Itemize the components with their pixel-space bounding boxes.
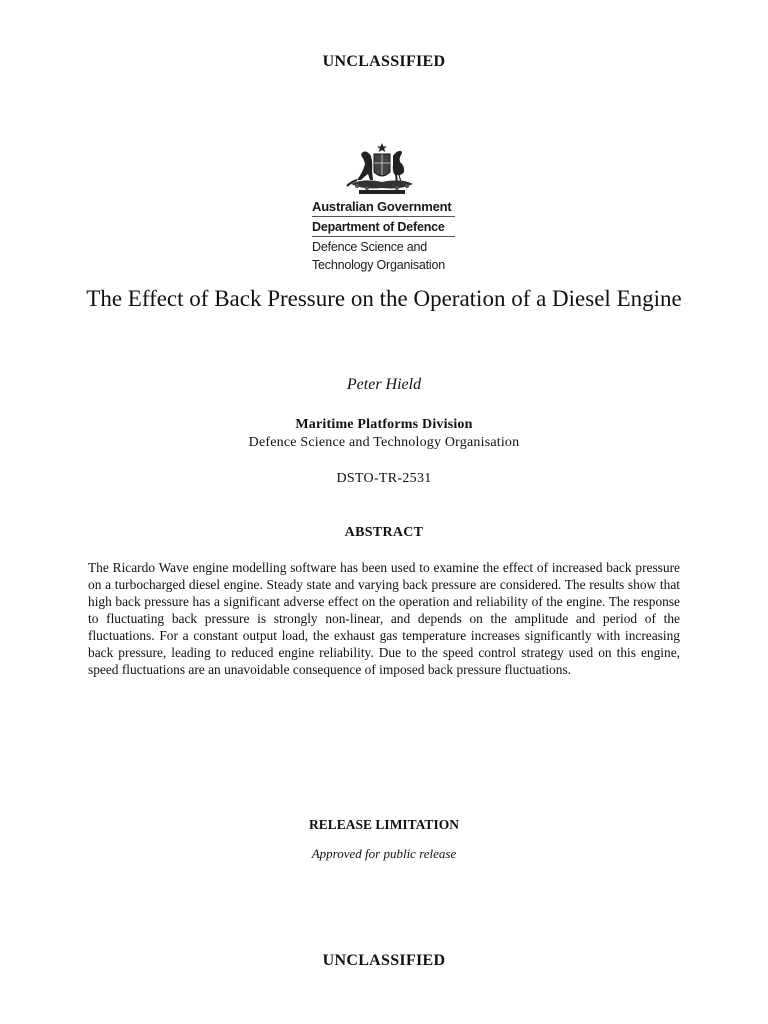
release-limitation-heading: RELEASE LIMITATION bbox=[309, 817, 459, 832]
agency-organisation-line2: Technology Organisation bbox=[312, 258, 445, 272]
agency-department: Department of Defence bbox=[312, 220, 445, 234]
classification-marking-bottom: UNCLASSIFIED bbox=[322, 952, 446, 969]
classification-marking-top: UNCLASSIFIED bbox=[322, 53, 446, 70]
agency-divider bbox=[312, 236, 455, 237]
abstract-heading: ABSTRACT bbox=[344, 525, 424, 540]
document-author: Peter Hield bbox=[346, 376, 422, 393]
agency-signature-block bbox=[312, 198, 472, 274]
abstract-body: The Ricardo Wave engine modelling software has been used to examine the effect of increased back pressure on a turbocharged diesel engine. Steady state and varying back pressure are considered. The results show that high back pressure has a significant adverse effect on the operation and reliability of the engine. The response to fluctuating back pressure is strongly non-linear, and depends on the amplitude and period of the fluctuations. For a constant output load, the exhaust gas temperature increases significantly with increasing back pressure, leading to reduced engine reliability. Due to the speed control strategy used on this engine, speed fluctuations are an unavoidable consequence of imposed back pressure fluctuations. bbox=[88, 560, 680, 677]
author-organisation: Defence Science and Technology Organisation bbox=[248, 435, 520, 450]
agency-divider bbox=[312, 216, 455, 217]
release-limitation-text: Approved for public release bbox=[311, 846, 457, 861]
author-division: Maritime Platforms Division bbox=[295, 417, 473, 432]
document-title: The Effect of Back Pressure on the Operation of a Diesel Engine bbox=[86, 286, 682, 311]
coat-of-arms-icon bbox=[343, 142, 421, 196]
agency-government: Australian Government bbox=[312, 199, 452, 214]
report-number: DSTO-TR-2531 bbox=[336, 471, 432, 486]
agency-organisation-line1: Defence Science and bbox=[312, 240, 428, 254]
